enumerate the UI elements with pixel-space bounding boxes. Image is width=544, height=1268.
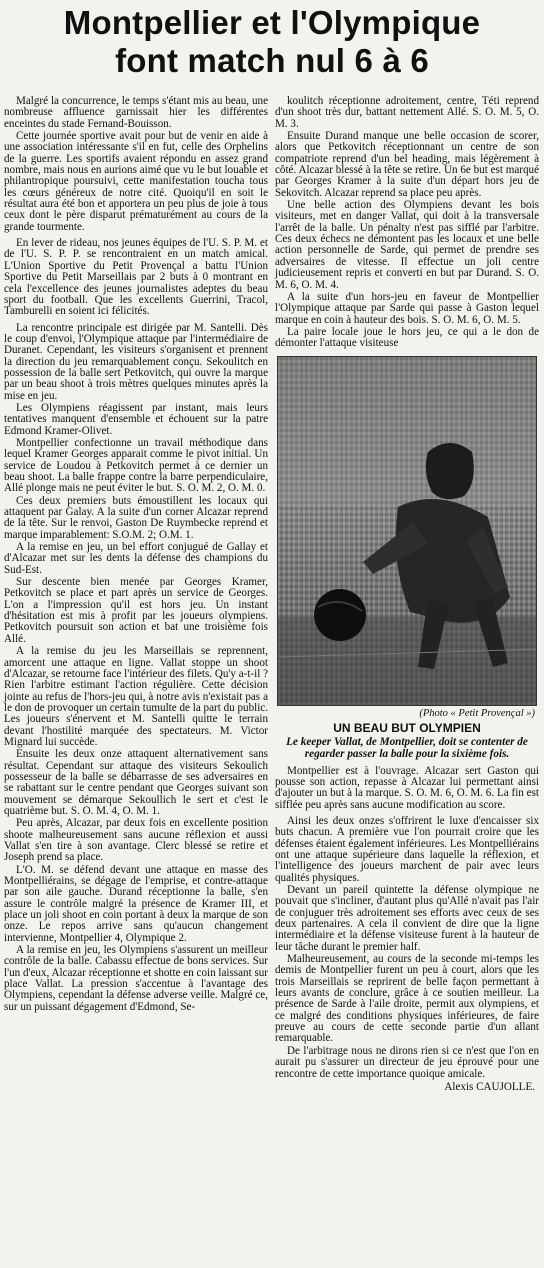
paragraph: En lever de rideau, nos jeunes équipes de l'U. S. P. M. et de l'U. S. P. P. se rencontraient en un match amical. L'Union Sportive du Petit Provençal a battu l'Union Sportive du Petit Marseillais par 2 buts à 0 montrant en cela l'excellence des jeunes journalistes adeptes du beau sport du football. Que les excellents Guerrini, Tracol, Tamburelli en soient ici félicités. — [4, 237, 268, 318]
paragraph: A la remise en jeu, les Olympiens s'assurent un meilleur contrôle de la balle. Cabassu effectue de bons services. Sur l'un d'eux, Alcazar réceptionne et shotte en coin laissant sur place Vallat. La pression s'accentue à l'avantage des Olympiens, cependant la défense adverse veille. Malgré ce, sur un puissant dégagement d'Edmond, Se- — [4, 944, 268, 1013]
paragraph: A la remise du jeu les Marseillais se reprennent, amorcent une attaque en ligne. Vallat stoppe un shoot d'Alcazar, se retourne face l'intérieur des filets. Qu'y a-t-il ? Rien l'arbitre estimant l'action régulière. Cette décision jointe au refus de l'hors-jeu qui, à notre avis n'existait pas a le don de provoquer un certain tumulte de la part du public. Les joueurs s'énervent et M. Santelli quitte le terrain devant l'hostilité marquée des spectateurs. M. Victor Mignard lui succède. — [4, 645, 268, 748]
paragraph: A la suite d'un hors-jeu en faveur de Montpellier l'Olympique attaque par Sarde qui passe à Gaston lequel marque en coin à hauteur des bois. S. O. M. 6, O. M. 5. — [275, 290, 539, 326]
match-photo — [277, 356, 537, 706]
paragraph: L'O. M. se défend devant une attaque en masse des Montpelliérains, se dégage de l'emprise, et contre-attaque par son aile gauche. Durand réceptionne la balle, s'en assure le contrôle malgré la présence de Kramer III, et place un joli shoot en coin portant à deux la marque de son onze. Le repos arrive sans qu'aucun changement intervienne, Montpellier 4, Olympique 2. — [4, 863, 268, 944]
paragraph: Sur descente bien menée par Georges Kramer, Petkovitch se place et part après un service de Georges. L'on a l'impression qu'il est hors jeu. Un instant d'hésitation est mis à profit par les joueurs olympiens. Petkovitch poursuit son action et bat une troisième fois Allé. — [4, 576, 268, 645]
photo-caption-text: Le keeper Vallat, de Montpellier, doit se contenter de regarder passer la balle pour la sixième fois. — [286, 735, 528, 760]
paragraph: Montpellier est à l'ouvrage. Alcazar sert Gaston qui pousse son action, repasse à Alcazar lui permettant ainsi d'ajouter un but à la marque. S. O. M. 6, O. M. 6. La fin est sifflée peu après sans aucune modification au score. — [275, 764, 539, 811]
paragraph: La paire locale joue le hors jeu, ce qui a le don de démonter l'attaque visiteuse — [275, 325, 539, 350]
right-column — [275, 96, 539, 1264]
paragraph: koulitch réceptionne adroitement, centre, Téti reprend d'un shoot très dur, battant nettement Allé. S. O. M. 5, O. M. 3. — [275, 95, 539, 130]
paragraph: De l'arbitrage nous ne dirons rien si ce n'est que l'on en aurait pu s'assurer un directeur de jeu éprouvé pour une rencontre de cette importance quoique amicale. — [275, 1044, 539, 1080]
photo-caption-title: UN BEAU BUT OLYMPIEN — [333, 720, 481, 735]
paragraph: Une belle action des Olympiens devant les bois visiteurs, met en danger Vallat, qui doit à la transversale l'arrêt de la balle. Un pénalty n'est pas sifflé par l'arbitre. Ces deux échecs ne démontent pas les locaux et une belle action personnelle de Sarde, qui permet de prendre ses adversaires de vitesse. Il effectue un joli centre judicieusement repris et converti en but par Durand. S. O. M. 6, O. M. 4. — [275, 199, 539, 291]
goalkeeper-photo-illustration — [278, 357, 537, 705]
paragraph: Ensuite les deux onze attaquent alternativement sans résultat. Cependant sur attaque des visiteurs Sekoulich possesseur de la balle se débarrasse de ses adversaires en se rabattant sur le centre pendant que Georges suivant son mouvement se démarque Sekoullich le sert et c'est le quatrième but. S. O. M. 4, O. M. 1. — [4, 748, 268, 817]
paragraph: Ces deux premiers buts émoustillent les locaux qui attaquent par Galay. A la suite d'un corner Alcazar reprend de la tête. Sur le renvoi, Gaston De Ruymbecke reprend et marque imparablement: S.O.M. 2; O.M. 1. — [4, 494, 268, 541]
paragraph: Devant un pareil quintette la défense olympique ne pouvait que s'incliner, d'autant plus qu'Allé n'avait pas l'air de conjuguer très adroitement ses efforts avec ceux de ses deux partenaires. A cela il convient de dire que la ligne intermédiaire et la défense visiteuse furent à la hauteur de leur tâche durant le premier half. — [275, 884, 539, 953]
headline-line-1: Montpellier et l'Olympique — [63, 4, 481, 41]
paragraph: La rencontre principale est dirigée par M. Santelli. Dès le coup d'envoi, l'Olympique attaque par l'intermédiaire de Duranet. Cependant, les visiteurs s'organisent et prennent la direction du jeu remarquablement conçu. Sekoulitch en possession de la balle sert Petkovitch, qui ouvre la marque par un beau shoot à trois mètres quelques minutes après la mise en jeu. — [4, 321, 268, 402]
paragraph: Malgré la concurrence, le temps s'étant mis au beau, une nombreuse affluence garnissait hier les différentes enceintes du stade Fernand-Bouisson. — [4, 95, 268, 130]
headline — [0, 4, 544, 80]
paragraph: Montpellier confectionne un travail méthodique dans lequel Kramer Georges apparait comme le pivot initial. Un service de Loudou à Petkovitch permet à ce dernier un beau shoot. La balle frappe contre la barre perpendiculaire, Allé plonge mais ne peut éviter le but. S. O. M. 2, O. M. 0. — [4, 436, 268, 495]
paragraph: A la remise en jeu, un bel effort conjugué de Gallay et d'Alcazar met sur les dents la défense des champions du Sud-Est. — [4, 541, 268, 576]
photo-credit: (Photo « Petit Provençal ») — [419, 707, 535, 719]
paragraph: Ensuite Durand manque une belle occasion de scorer, alors que Petkovitch réceptionnant un centre de son compatriote reprend d'un bel heading, mais légèrement à côté. Alcazar blessé à la tête se retire. Un 6e but est marqué par Georges Kramer à la suite d'un départ hors jeu de Sekovitch. Alcazar reprend sa place peu après. — [275, 130, 539, 199]
paragraph: Ainsi les deux onzes s'offrirent le luxe d'encaisser six buts chacun. A première vue l'on pourrait croire que les défenses étaient également inférieures. Les Montpelliérains ont une attaque supérieure dans laquelle la réflexion, et l'intelligence des joueurs marchent de pair avec leurs qualités physiques. — [275, 814, 539, 884]
paragraph: Malheureusement, au cours de la seconde mi-temps les demis de Montpellier furent un peu à court, alors que les trois Marseillais se reprirent de belle façon permettant à leurs avants de conclure, grâce à ce soutien meilleur. La présence de Sarde à l'aile droite, permit aux olympiens, et ce malgré des conditions physiques inférieures, de faire preuve au cours de cette seconde partie d'un allant remarquable. — [275, 953, 539, 1045]
paragraph: Les Olympiens réagissent par instant, mais leurs tentatives manquent d'ensemble et échouent sur la patre Edmond Kramer-Olivet. — [4, 401, 268, 437]
left-column — [4, 96, 268, 1264]
paragraph: Cette journée sportive avait pour but de venir en aide à une association intéressante s'il en fut, celle des Orphelins de la guerre. Les sportifs avaient répondu en assez grand nombre, mais nous en aurions aimé que vu le but louable et philantropique poursuivi, cette manifestation toucha tous les cœurs généreux de notre cité. Quoiqu'il en soit le résultat aura été bon et apportera un peu plus de joie à tous ceux dont le père disparut prématurément au cours de la grande tourmente. — [4, 130, 268, 233]
headline-line-2: font match nul 6 à 6 — [115, 42, 429, 79]
author-signature: Alexis CAUJOLLE. — [444, 1080, 535, 1093]
paragraph: Peu après, Alcazar, par deux fois en excellente position shoote malheureusement sans aucune réflexion et aussi Vallat s'en tire à son avantage. Clerc blessé se retire et Joseph prend sa place. — [4, 817, 268, 864]
